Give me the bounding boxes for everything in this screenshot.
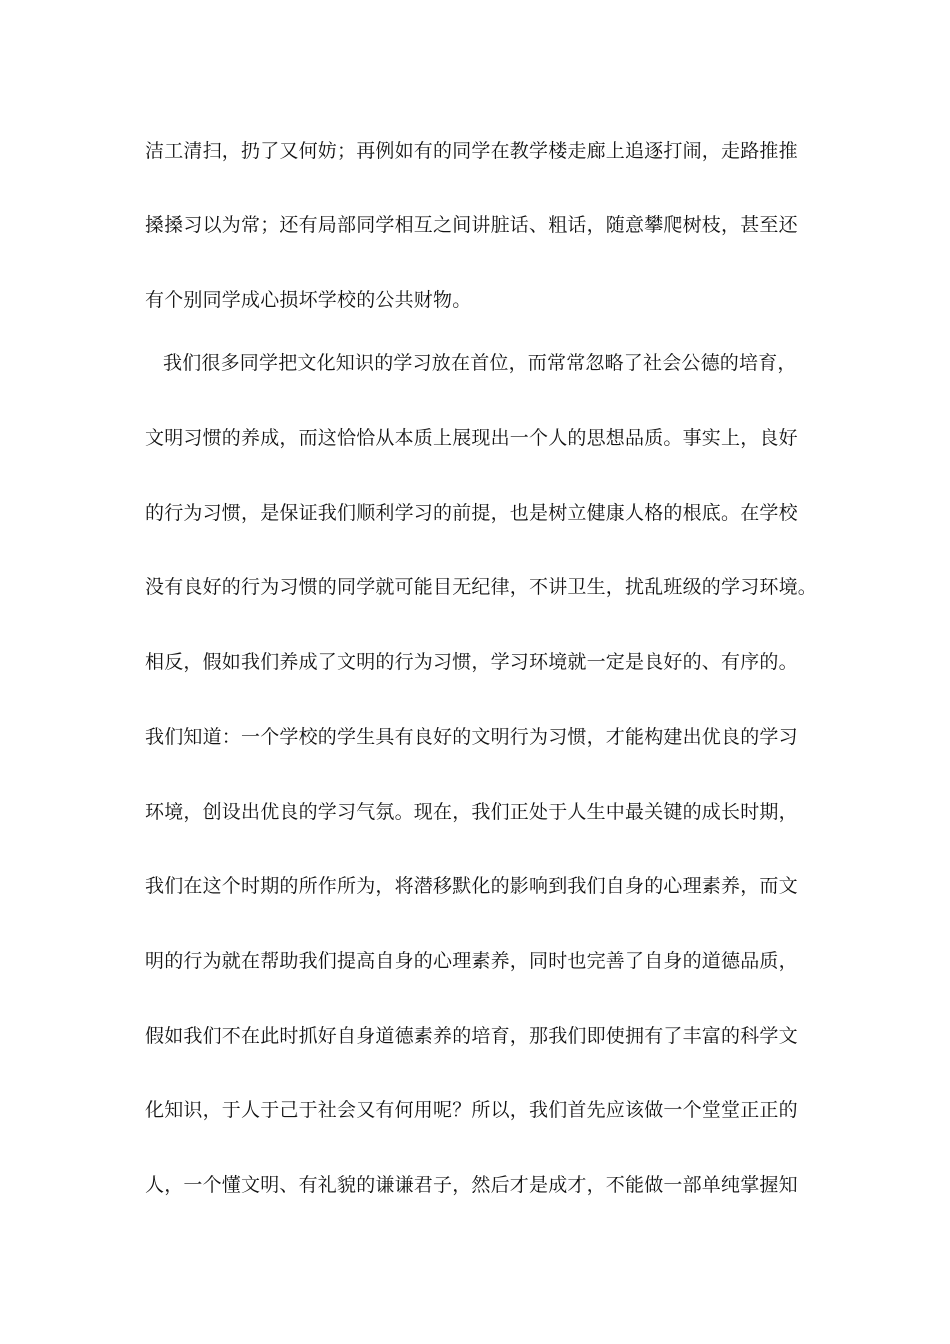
text-line: 的行为习惯，是保证我们顺利学习的前提，也是树立健康人格的根底。在学校 xyxy=(145,502,798,524)
text-line: 人，一个懂文明、有礼貌的谦谦君子，然后才是成才，不能做一部单纯掌握知 xyxy=(145,1174,798,1196)
text-line: 环境，创设出优良的学习气氛。现在，我们正处于人生中最关键的成长时期， xyxy=(145,801,798,823)
paragraph-first-line: 我们很多同学把文化知识的学习放在首位，而常常忽略了社会公德的培育， xyxy=(163,352,797,374)
text-line: 我们知道：一个学校的学生具有良好的文明行为习惯，才能构建出优良的学习 xyxy=(145,726,798,748)
text-line: 假如我们不在此时抓好自身道德素养的培育，那我们即使拥有了丰富的科学文 xyxy=(145,1025,798,1047)
text-line: 明的行为就在帮助我们提高自身的心理素养，同时也完善了自身的道德品质， xyxy=(145,950,798,972)
text-line: 洁工清扫，扔了又何妨；再例如有的同学在教学楼走廊上追逐打闹，走路推推 xyxy=(145,140,798,162)
text-line: 没有良好的行为习惯的同学就可能目无纪律，不讲卫生，扰乱班级的学习环境。 xyxy=(145,576,818,598)
text-line: 我们在这个时期的所作所为，将潜移默化的影响到我们自身的心理素养，而文 xyxy=(145,875,798,897)
text-line: 文明习惯的养成，而这恰恰从本质上展现出一个人的思想品质。事实上，良好 xyxy=(145,427,798,449)
text-line: 有个别同学成心损坏学校的公共财物。 xyxy=(145,289,472,311)
text-line: 相反，假如我们养成了文明的行为习惯，学习环境就一定是良好的、有序的。 xyxy=(145,651,798,673)
text-line: 化知识，于人于己于社会又有何用呢？所以，我们首先应该做一个堂堂正正的 xyxy=(145,1099,798,1121)
text-line: 搡搡习以为常；还有局部同学相互之间讲脏话、粗话，随意攀爬树枝，甚至还 xyxy=(145,214,798,236)
